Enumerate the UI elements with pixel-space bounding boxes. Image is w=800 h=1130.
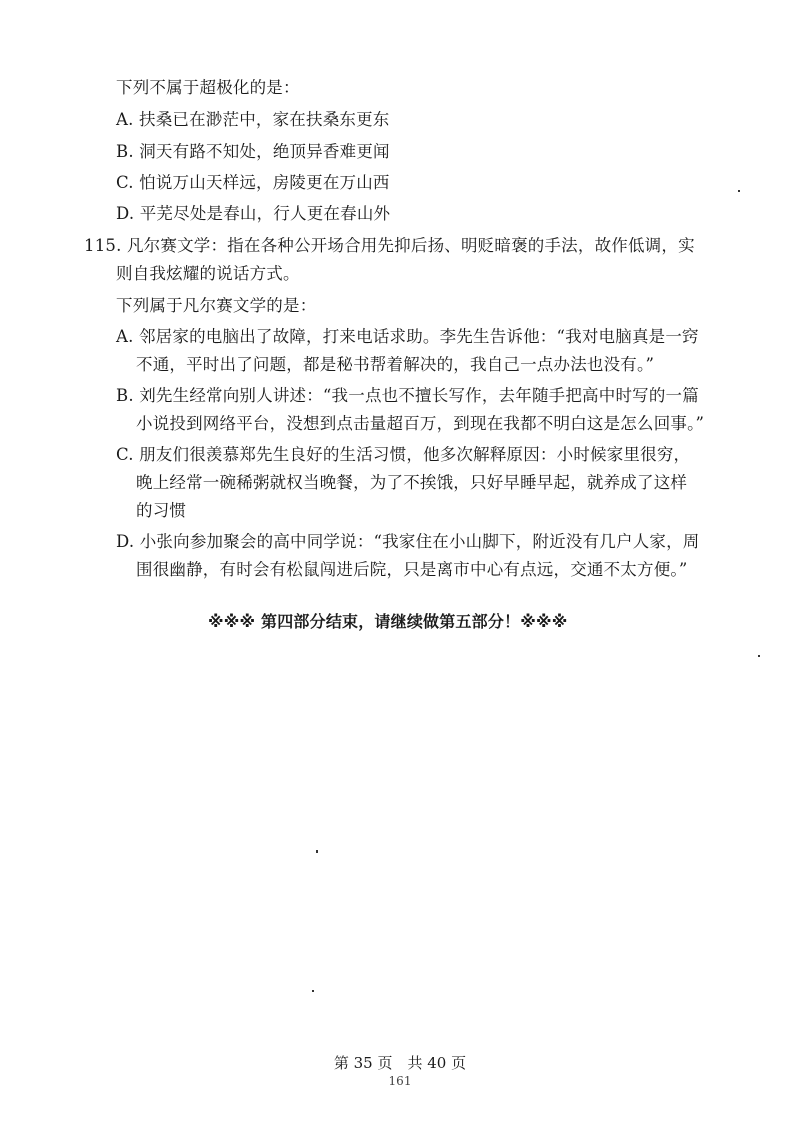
scan-speck [738, 190, 740, 192]
q114-option-b: B. 洞天有路不知处，绝顶异香难更闻 [116, 142, 390, 161]
scan-speck [312, 990, 314, 992]
q115-option-d-line1: D. 小张向参加聚会的高中同学说：“我家住在小山脚下，附近没有几户人家，周 [116, 532, 700, 551]
scan-speck [758, 655, 760, 657]
footer-page-number: 161 [388, 1074, 412, 1088]
q115-option-a-line2: 不通，平时出了问题，都是秘书帮着解决的，我自己一点办法也没有。” [136, 355, 655, 374]
q115-option-d-line2: 围很幽静，有时会有松鼠闯进后院，只是离市中心有点远，交通不太方便。” [136, 560, 688, 579]
q114-option-d: D. 平芜尽处是春山，行人更在春山外 [116, 204, 391, 223]
section-end-notice: ※※※ 第四部分结束，请继续做第五部分！※※※ [208, 612, 568, 631]
q114-option-c: C. 怕说万山天样远，房陵更在万山西 [116, 173, 390, 192]
q115-option-b-line1: B. 刘先生经常向别人讲述：“我一点也不擅长写作，去年随手把高中时写的一篇 [116, 386, 699, 405]
q115-prompt: 下列属于凡尔赛文学的是： [116, 296, 317, 315]
q115-option-c-line3: 的习惯 [136, 501, 187, 520]
q115-definition-line2: 则自我炫耀的说话方式。 [116, 264, 300, 283]
q115-definition-line1: 115. 凡尔赛文学：指在各种公开场合用先抑后扬、明贬暗褒的手法，故作低调，实 [84, 236, 695, 255]
q115-option-c-line2: 晚上经常一碗稀粥就权当晚餐，为了不挨饿，只好早睡早起，就养成了这样 [136, 473, 688, 492]
q114-prompt: 下列不属于超极化的是： [116, 78, 300, 97]
footer-page-label: 第 35 页 共 40 页 [333, 1054, 467, 1072]
q115-option-b-line2: 小说投到网络平台，没想到点击量超百万，到现在我都不明白这是怎么回事。” [136, 414, 705, 433]
q115-option-c-line1: C. 朋友们很羡慕郑先生良好的生活习惯，他多次解释原因：小时候家里很穷， [116, 445, 691, 464]
scan-speck [316, 850, 318, 853]
q115-option-a-line1: A. 邻居家的电脑出了故障，打来电话求助。李先生告诉他：“我对电脑真是一窍 [116, 327, 699, 346]
q114-option-a: A. 扶桑已在渺茫中，家在扶桑东更东 [116, 110, 390, 129]
